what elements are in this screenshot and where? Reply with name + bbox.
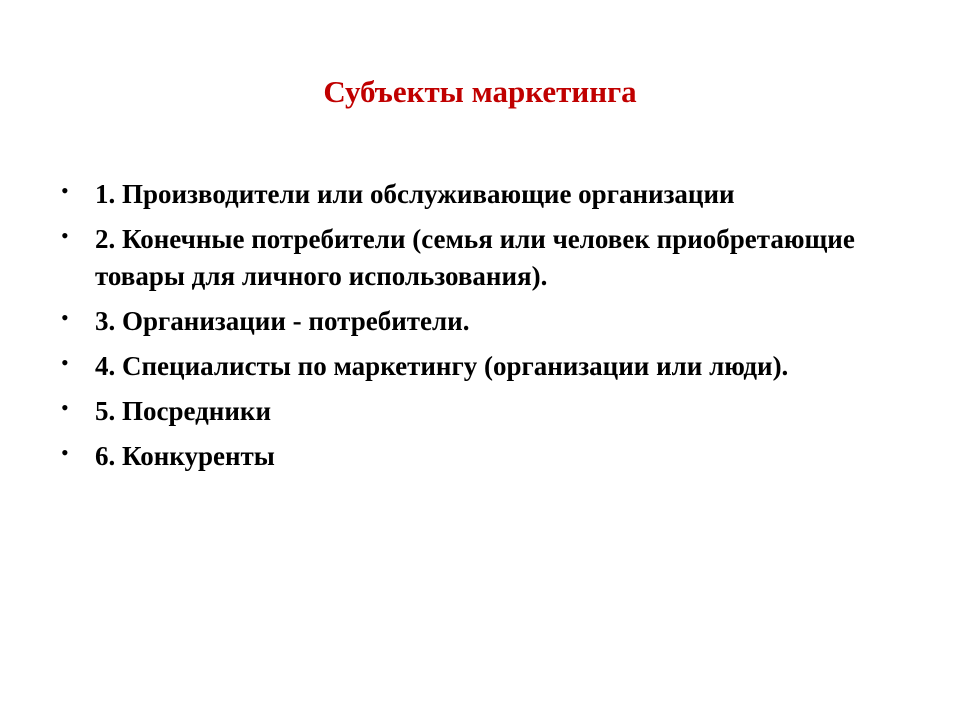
bullet-list [60, 176, 900, 483]
bullet-icon: • [61, 178, 69, 203]
bullet-icon: • [61, 223, 69, 248]
list-item [60, 176, 900, 213]
list-item [60, 221, 900, 295]
list-item-text: 1. Производители или обслуживающие организации [95, 179, 735, 209]
list-item [60, 348, 900, 385]
bullet-icon: • [61, 440, 69, 465]
list-item-text: 2. Конечные потребители (семья или человек приобретающие товары для личного использования). [95, 224, 855, 291]
slide-title: Субъекты маркетинга [323, 74, 637, 109]
list-item-text: 6. Конкуренты [95, 441, 275, 471]
list-item-text: 4. Специалисты по маркетингу (организации или люди). [95, 351, 789, 381]
list-item [60, 438, 900, 475]
list-item-text: 5. Посредники [95, 396, 272, 426]
list-item [60, 303, 900, 340]
list-item [60, 393, 900, 430]
bullet-icon: • [61, 305, 69, 330]
bullet-icon: • [61, 395, 69, 420]
bullet-icon: • [61, 350, 69, 375]
list-item-text: 3. Организации - потребители. [95, 306, 470, 336]
